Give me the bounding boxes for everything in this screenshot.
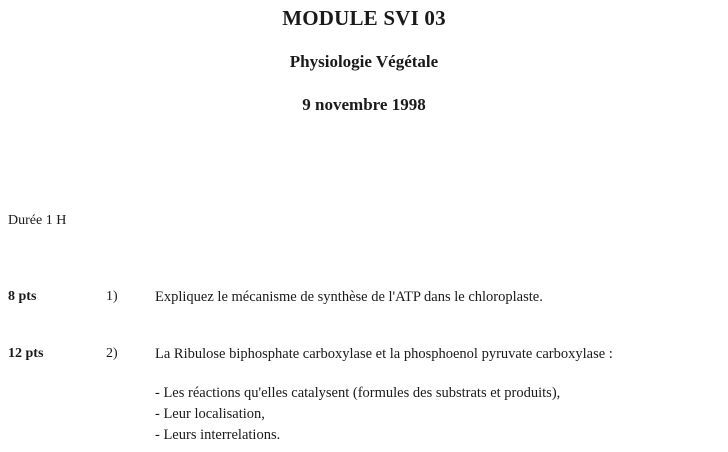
- course-subtitle: Physiologie Végétale: [289, 52, 439, 71]
- question-1-points: 8 pts: [8, 289, 37, 304]
- list-item: - Leur localisation,: [155, 406, 265, 422]
- module-title: MODULE SVI 03: [282, 6, 446, 30]
- question-2-subitems: [155, 383, 560, 446]
- exam-date: 9 novembre 1998: [302, 95, 426, 114]
- question-2-number: 2): [106, 346, 118, 361]
- list-item: - Leurs interrelations.: [155, 427, 281, 443]
- question-2-points: 12 pts: [8, 346, 44, 361]
- exam-duration: Durée 1 H: [8, 213, 67, 228]
- question-2-text: La Ribulose biphosphate carboxylase et la phosphoenol pyruvate carboxylase :: [155, 346, 613, 362]
- list-item: - Les réactions qu'elles catalysent (formules des substrats et produits),: [155, 385, 561, 401]
- question-1-text: Expliquez le mécanisme de synthèse de l'ATP dans le chloroplaste.: [155, 289, 543, 305]
- question-1-number: 1): [106, 289, 118, 304]
